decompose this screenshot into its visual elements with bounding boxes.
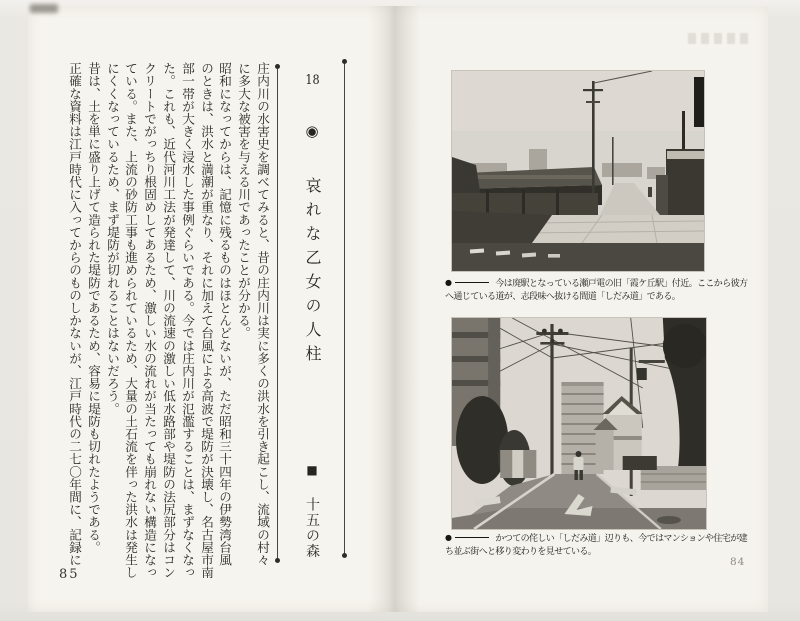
caption-bullet-icon: ● xyxy=(445,278,452,287)
chapter-heading xyxy=(301,74,324,369)
body-column: 昭和になってからは、記憶に残るものはほとんどないが、ただ昭和三十四年の伊勢湾台風 xyxy=(217,62,232,566)
square-bullet-icon: ■ xyxy=(305,463,319,477)
header-bleedthrough xyxy=(688,33,748,44)
chapter-title: 哀れな乙女の人柱 xyxy=(303,177,322,369)
chapter-rule-outer xyxy=(344,62,345,555)
body-column: 庄内川の水害史を調べてみると、昔の庄内川は実に多くの洪水を引き起こし、流域の村々 xyxy=(255,62,270,566)
page-number-left: 85 xyxy=(59,567,80,582)
photo2-graphic xyxy=(452,318,706,529)
caption-text: かつての侘しい「しだみ道」辺りも、今ではマンションや住宅が建ち並ぶ街へと移り変わりを見せている。 xyxy=(445,534,747,557)
photo1-graphic xyxy=(452,71,704,271)
caption-text: 今は廃駅となっている瀬戸電の旧「霞ケ丘駅」付近。ここから彼方へ通じている道が、志段味へ抜ける間道「しだみ道」である。 xyxy=(445,279,748,302)
caption-leader-line xyxy=(455,537,489,538)
body-column: 正確な資料は江戸時代に入ってからのものしかないが、江戸時代の二七〇年間に、記録に xyxy=(67,62,82,566)
body-column: に多大な被害を与える川であったことが分かる。 xyxy=(236,62,251,340)
body-column: にくくなっているため、まず堤防が切れることはないだろう。 xyxy=(105,62,120,415)
body-column: た。これも、近代河川工法が発達して、川の流速の激しい低水路部や堤防の法尻部分はコン xyxy=(161,62,176,579)
body-column: クリートでがっちり根固めしてあるため、激しい水の流れが当たっても崩れない構造になっ xyxy=(142,62,157,579)
caption-bullet-icon: ● xyxy=(445,533,452,542)
scan-smudge xyxy=(30,4,58,13)
section-title: 十五の森 xyxy=(304,497,320,559)
sky-top xyxy=(452,71,704,131)
chapter-number: 18 xyxy=(305,74,320,87)
chapter-rule-inner xyxy=(277,67,278,560)
photo-shidami-road-modern xyxy=(451,317,707,530)
photo-old-kasumigaoka-station xyxy=(451,70,705,272)
body-column: 昔は、土を単に盛り上げて造られた堤防であるため、容易に堤防も切れたようである。 xyxy=(86,62,101,554)
page-number-right: 84 xyxy=(730,556,746,568)
body-column: のときは、洪水と満潮が重なり、それに加えて台風による高波で堤防が決壊し、名古屋市南 xyxy=(199,62,214,579)
section-heading xyxy=(302,463,322,559)
body-column: 部一帯が大きく浸水した事例ぐらいである。今では庄内川が氾濫することは、まずなくなっ xyxy=(180,62,195,579)
fisheye-bullet-icon: ◉ xyxy=(303,122,321,140)
body-column: ている。また、上流の砂防工事も進められているため、大量の土石流を伴った洪水は発生し xyxy=(123,62,138,579)
photo1-caption xyxy=(445,276,749,304)
caption-leader-line xyxy=(455,282,489,283)
photo2-caption xyxy=(445,531,749,559)
binding-gutter-shadow xyxy=(368,6,420,612)
